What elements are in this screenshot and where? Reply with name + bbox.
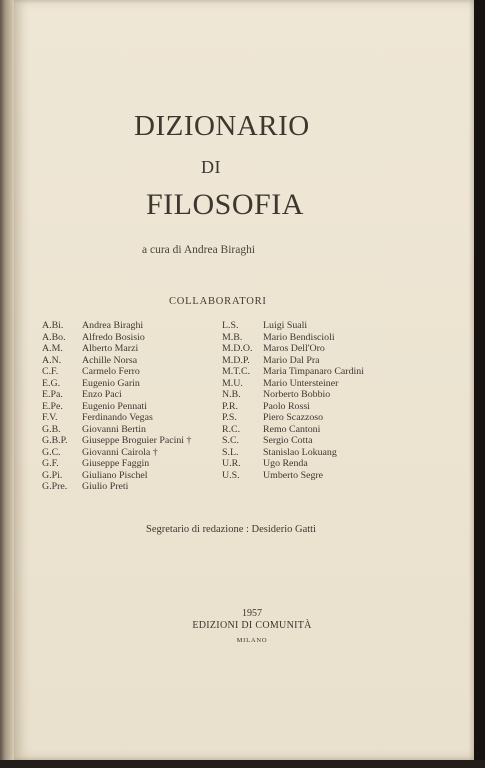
curator-line: a cura di Andrea Biraghi <box>142 244 256 256</box>
collaborator-name: Mario Untersteiner <box>263 377 339 389</box>
collaborator-abbr: N.B. <box>222 389 241 400</box>
collaborator-abbr: A.Bi. <box>42 320 64 331</box>
collaborator-name: Giuseppe Faggin <box>82 458 150 469</box>
collaborator-row <box>222 424 364 436</box>
collaborator-row <box>222 366 364 378</box>
collaborator-name: Ferdinando Vegas <box>82 412 153 423</box>
collaborator-name: Remo Cantoni <box>263 423 321 435</box>
collaborator-name: Giovanni Cairola † <box>82 446 158 458</box>
collaborator-name: Carmelo Ferro <box>82 366 140 377</box>
collaborator-abbr: G.F. <box>42 458 59 469</box>
collaborator-abbr: U.R. <box>222 458 241 469</box>
collaborator-row <box>42 366 191 378</box>
collaborator-row <box>42 435 191 447</box>
collaborator-row <box>42 447 191 459</box>
title-page <box>14 0 474 760</box>
collaborator-abbr: L.S. <box>222 320 239 331</box>
collaborator-row <box>42 332 191 344</box>
collaborator-abbr: M.U. <box>222 377 243 389</box>
collaborator-name: Sergio Cotta <box>263 435 313 446</box>
collaborator-name: Giuseppe Broguier Pacini † <box>82 435 192 446</box>
collaborator-name: Mario Dal Pra <box>263 354 320 366</box>
collaborator-abbr: E.Pa. <box>42 389 63 400</box>
collaborator-row <box>42 401 191 413</box>
collaborator-abbr: M.B. <box>222 331 243 343</box>
collaborator-row <box>42 458 191 470</box>
collaborator-abbr: G.Pi. <box>42 469 63 481</box>
collaborator-name: Umberto Segre <box>263 469 324 481</box>
collaborators-left-column <box>42 320 191 493</box>
background-right-edge <box>474 0 485 768</box>
collaborator-abbr: E.Pe. <box>42 400 63 412</box>
collaborator-abbr: U.S. <box>222 469 240 481</box>
collaborator-row <box>222 447 364 459</box>
collaborator-abbr: G.Pre. <box>42 481 68 492</box>
collaborator-name: Stanislao Lokuang <box>263 446 337 458</box>
collaborator-name: Achille Norsa <box>82 354 138 366</box>
collaborator-row <box>42 343 191 355</box>
collaborators-right-column <box>222 320 364 481</box>
collaborator-abbr: S.C. <box>222 435 240 446</box>
collaborator-abbr: R.C. <box>222 423 241 435</box>
collaborator-abbr: C.F. <box>42 366 59 377</box>
collaborator-name: Alfredo Bosisio <box>82 331 145 343</box>
collaborator-abbr: M.T.C. <box>222 366 251 377</box>
collaborator-abbr: G.C. <box>42 446 61 458</box>
collaborator-name: Paolo Rossi <box>263 400 310 412</box>
collaborator-row <box>42 481 191 493</box>
collaborator-row <box>222 470 364 482</box>
collaborator-row <box>222 332 364 344</box>
collaborator-abbr: M.D.O. <box>222 343 253 354</box>
collaborator-abbr: A.N. <box>42 354 62 366</box>
collaborator-name: Ugo Renda <box>263 458 308 469</box>
collaborator-row <box>222 320 364 332</box>
background-bottom-edge <box>0 760 485 768</box>
collaborator-row <box>42 412 191 424</box>
collaborator-abbr: S.L. <box>222 446 239 458</box>
collaborator-row <box>42 389 191 401</box>
collaborator-name: Piero Scazzoso <box>263 412 324 423</box>
collaborator-name: Maria Timpanaro Cardini <box>263 366 364 377</box>
collaborator-row <box>222 412 364 424</box>
publisher-name: EDIZIONI DI COMUNITÀ <box>192 620 312 631</box>
collaborators-heading: COLLABORATORI <box>169 296 267 307</box>
title-line-3: FILOSOFIA <box>146 188 304 221</box>
book-spine-edge <box>0 0 14 768</box>
collaborator-row <box>42 378 191 390</box>
collaborator-abbr: A.Bo. <box>42 331 66 343</box>
collaborator-name: Luigi Suali <box>263 320 308 331</box>
collaborator-name: Alberto Marzi <box>82 343 139 354</box>
title-line-2: DI <box>201 157 221 177</box>
collaborator-name: Eugenio Garin <box>82 377 140 389</box>
title-line-1: DIZIONARIO <box>134 110 310 142</box>
publication-city: MILANO <box>236 637 268 644</box>
collaborator-row <box>42 470 191 482</box>
publication-year: 1957 <box>242 608 262 619</box>
collaborator-row <box>222 378 364 390</box>
collaborator-row <box>222 389 364 401</box>
collaborator-name: Norberto Bobbio <box>263 389 331 400</box>
collaborator-abbr: E.G. <box>42 377 61 389</box>
collaborator-name: Giovanni Bertin <box>82 423 146 435</box>
collaborator-name: Giuliano Pischel <box>82 469 148 481</box>
collaborator-abbr: A.M. <box>42 343 63 354</box>
secretary-line: Segretario di redazione : Desiderio Gatti <box>146 524 316 535</box>
collaborator-name: Enzo Paci <box>82 389 122 400</box>
collaborator-row <box>42 424 191 436</box>
collaborator-row <box>222 401 364 413</box>
collaborator-row <box>222 343 364 355</box>
collaborator-abbr: P.S. <box>222 412 237 423</box>
collaborator-row <box>222 458 364 470</box>
collaborator-name: Giulio Preti <box>82 481 129 492</box>
collaborator-abbr: G.B.P. <box>42 435 68 446</box>
collaborator-row <box>42 320 191 332</box>
collaborator-abbr: M.D.P. <box>222 354 250 366</box>
collaborator-row <box>42 355 191 367</box>
collaborator-abbr: G.B. <box>42 423 61 435</box>
collaborator-name: Mario Bendiscioli <box>263 331 335 343</box>
collaborator-name: Maros Dell'Oro <box>263 343 325 354</box>
collaborator-name: Eugenio Pennati <box>82 400 147 412</box>
collaborator-abbr: P.R. <box>222 400 238 412</box>
collaborator-row <box>222 435 364 447</box>
collaborator-name: Andrea Biraghi <box>82 320 144 331</box>
collaborator-row <box>222 355 364 367</box>
collaborator-abbr: F.V. <box>42 412 58 423</box>
